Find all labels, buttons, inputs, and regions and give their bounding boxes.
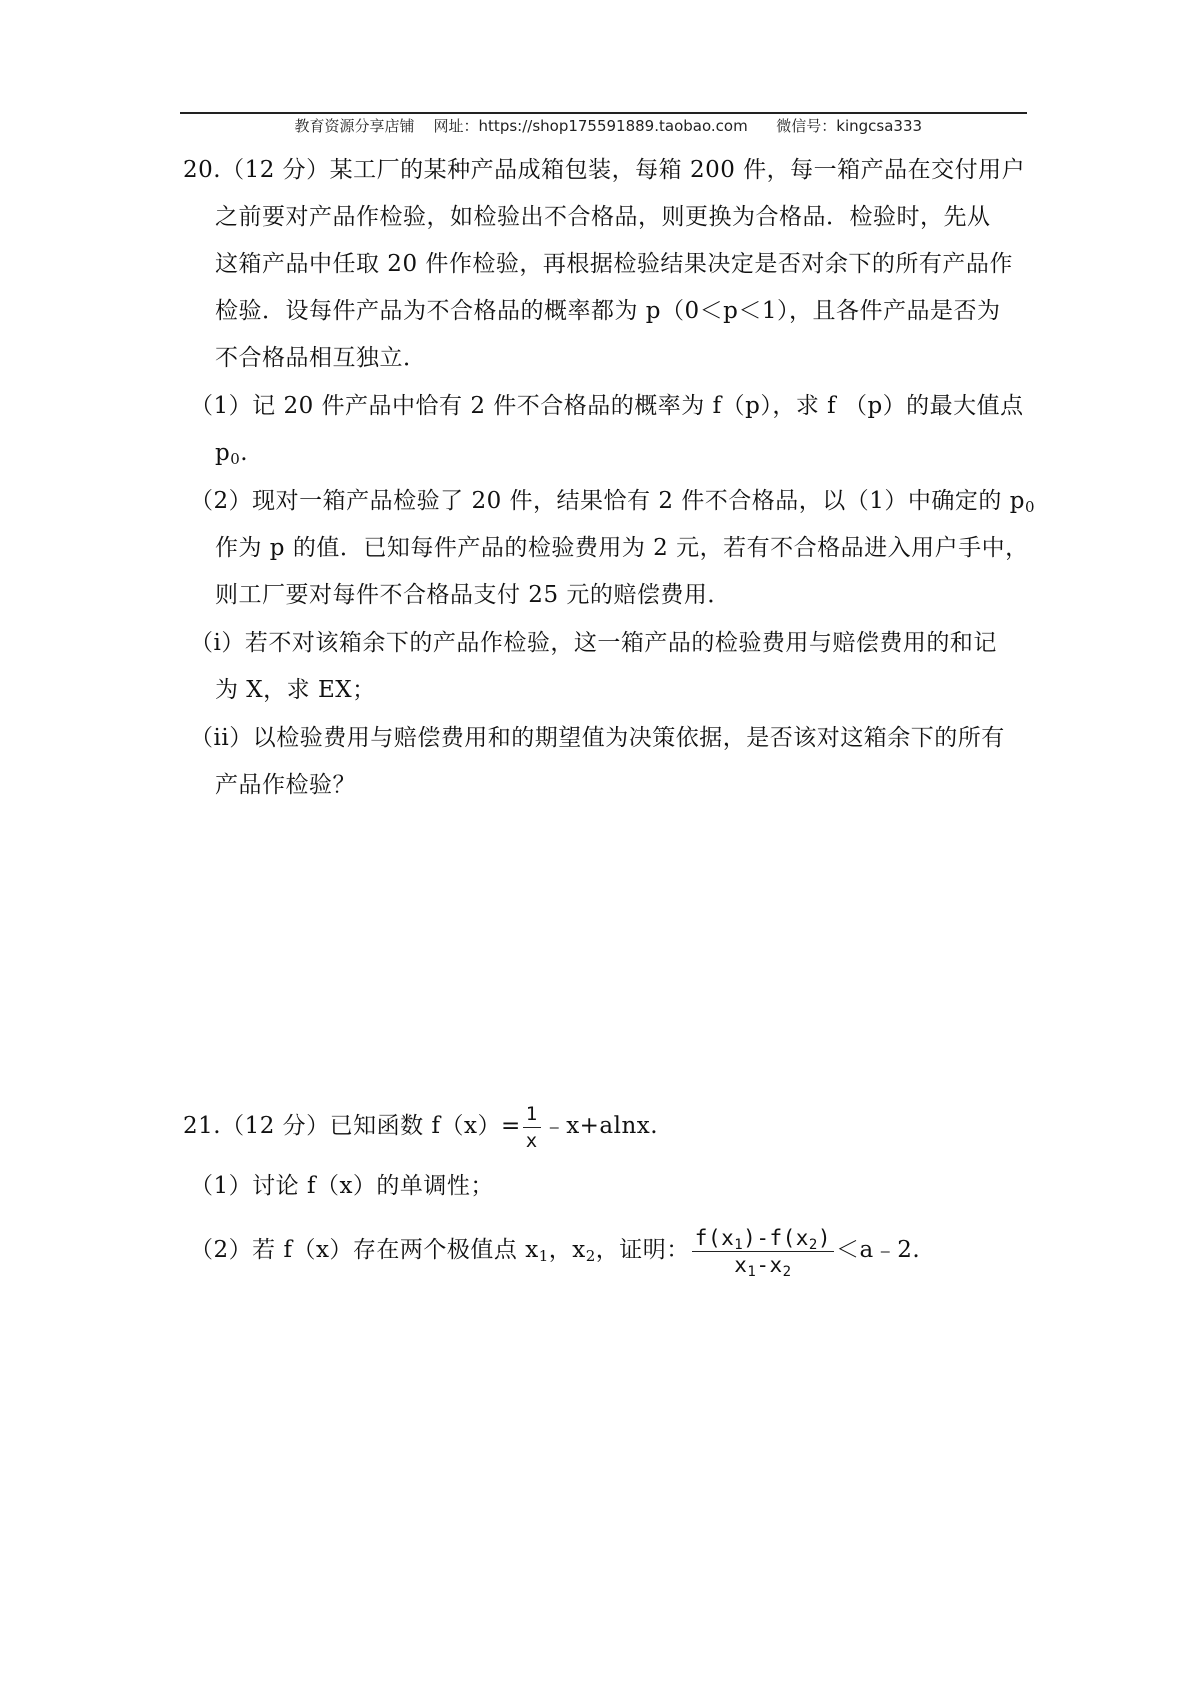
q21-part1: （1）讨论 f（x）的单调性； — [190, 1173, 494, 1199]
q20-line-4: 检验．设每件产品为不合格品的概率都为 p（0＜p＜1），且各件产品是否为 — [215, 298, 1001, 324]
q20-part-i-line-2: 为 X，求 EX； — [215, 677, 376, 703]
page-header — [180, 84, 1027, 135]
q20-part1-line-1: （1）记 20 件产品中恰有 2 件不合格品的概率为 f（p），求 f （p）的最大值点 — [190, 393, 1024, 419]
q21-difference-quotient: $\frac{f(x_1)-f(x_2)}{x_1-x_2}$ — [692, 1225, 834, 1278]
q21-intro: 21.（12 分）已知函数 f（x）= $\frac{1}{x}$ ﹣x+alnx. — [183, 1102, 659, 1152]
header-shop: 教育资源分享店铺 — [294, 117, 415, 135]
q21-fraction: $\frac{1}{x}$ — [523, 1101, 541, 1154]
q20-line-2: 之前要对产品作检验，如检验出不合格品，则更换为合格品．检验时，先从 — [215, 204, 991, 230]
q20-part2-line-2: 作为 p 的值．已知每件产品的检验费用为 2 元，若有不合格品进入用户手中， — [215, 535, 1029, 561]
q20-part-ii-line-1: （ii）以检验费用与赔偿费用和的期望值为决策依据，是否该对这箱余下的所有 — [190, 725, 1005, 751]
q20-line-5: 不合格品相互独立． — [215, 345, 427, 371]
header-wechat: 微信号：kingcsa333 — [776, 117, 923, 135]
q20-part-i-line-1: （i）若不对该箱余下的产品作检验，这一箱产品的检验费用与赔偿费用的和记 — [190, 630, 997, 656]
q20-part2-line-1: （2）现对一箱产品检验了 20 件，结果恰有 2 件不合格品，以（1）中确定的 $p_0$ — [190, 488, 1035, 516]
q21-part2: （2）若 f（x）存在两个极值点 $x_1$，$x_2$，证明： $\frac{f(x_1)-f(x_2)}{x_1-x_2}$ ＜a﹣2. — [190, 1225, 921, 1280]
q20-line-3: 这箱产品中任取 20 件作检验，再根据检验结果决定是否对余下的所有产品作 — [215, 251, 1013, 277]
header-url: 网址：https://shop175591889.taobao.com — [433, 117, 748, 135]
q20-part2-line-3: 则工厂要对每件不合格品支付 25 元的赔偿费用． — [215, 582, 731, 608]
q20-line-1: 20.（12 分）某工厂的某种产品成箱包装，每箱 200 件，每一箱产品在交付用户 — [183, 157, 1026, 183]
q20-part1-line-2: $p_0$. — [215, 440, 249, 468]
q20-part-ii-line-2: 产品作检验？ — [215, 772, 356, 798]
